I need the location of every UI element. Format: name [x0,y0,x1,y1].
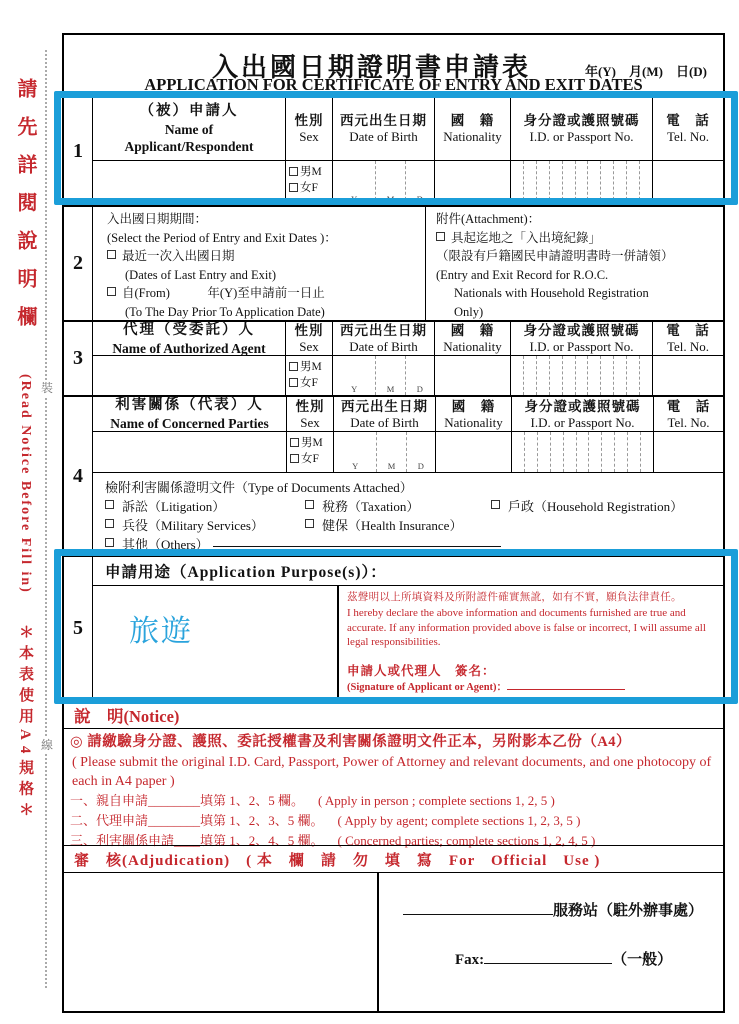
checkbox-health[interactable] [305,516,462,535]
dob-header-en: Date of Birth [349,129,418,144]
section-2-period [64,205,723,320]
id-digit-cell[interactable] [627,432,640,472]
declaration-en: I hereby declare the above information and documents furnished are true and accurate. If any information provided above is false or incorrect, I will assume all legal responsibilities. [347,607,706,648]
checkbox-last-entry-exit[interactable] [107,247,419,266]
checkbox-female-s4[interactable] [290,451,333,467]
id-digit-cell[interactable] [613,161,626,205]
binding-dotted-line [45,50,47,988]
tel-header-cn: 電 話 [666,398,711,414]
declaration-cn: 茲聲明以上所填資料及所附證件確實無訛，如有不實，願負法律責任。 [347,592,682,603]
tel-header-en: Tel. No. [666,129,710,144]
adjudication-header-label: 審 核(Adjudication) ( 本 欄 請 勿 填 寫 For Official Use ) [74,852,601,869]
tel-header-cn: 電 話 [666,113,710,128]
concerned-label-en: Name of Concerned Parties [110,416,269,431]
dob-month-field[interactable] [376,432,405,472]
nationality-field[interactable] [435,161,510,205]
female-label: 女F [300,182,318,194]
dob-header-cn: 西元出生日期 [340,113,427,128]
application-form [62,33,725,1013]
checkbox-litigation[interactable] [105,497,305,516]
id-digit-cell[interactable] [550,432,563,472]
checkbox-female-s3[interactable] [289,375,332,391]
notice-item-en: ( Apply by agent; complete sections 1, 2, 3, 5 ) [337,813,581,828]
section-2-number: 2 [73,252,83,274]
sex-header-cn: 性別 [295,398,325,414]
id-digit-cell[interactable] [549,356,562,395]
dob-year-field[interactable] [333,161,375,205]
checkbox-others[interactable] [105,535,209,554]
section-3-number: 3 [73,347,83,369]
id-digit-cell[interactable] [523,356,536,395]
documents-attached-area [93,473,723,555]
id-digit-cell[interactable] [587,356,600,395]
tel-header-en: Tel. No. [666,339,710,354]
margin-notice-en: (Read Notice Before Fill in) [18,374,33,594]
checkbox-entry-exit-record[interactable] [436,229,719,248]
id-digit-cell[interactable] [614,432,627,472]
doc-label-cn: 兵役 [122,518,149,533]
month-label: M [386,194,395,204]
id-digit-cell[interactable] [511,356,523,395]
id-digit-cell[interactable] [576,432,589,472]
checkbox-icon [289,167,298,176]
id-header-en: I.D. or Passport No. [529,339,634,354]
opt-from-en: (To The Day Prior To Application Date) [125,304,325,319]
doc-label-en: （Health Insurance） [348,518,463,533]
id-digit-cell[interactable] [588,432,601,472]
notice-item-1 [70,791,717,811]
signature-label-cn: 申請人或代理人 簽名： [347,664,496,678]
tel-header-en: Tel. No. [667,414,710,430]
dob-day-field[interactable] [405,356,434,395]
notice-item-cn: 三、利害關係申請____填第 1、2、4、5 欄。 [70,833,324,848]
id-digit-cell[interactable] [524,432,537,472]
nationality-header-cn: 國 籍 [451,398,496,414]
period-title-cn: 入出國日期期間： [107,212,208,226]
margin-notice-cn: 請先詳閱說明欄 [14,78,36,344]
binding-char-zhuang: 裝 [40,381,53,395]
id-digit-cell[interactable] [639,161,652,205]
id-passport-field[interactable] [511,161,652,205]
checkbox-male-s4[interactable] [290,435,333,451]
id-digit-cell[interactable] [600,161,613,205]
doc-label-en: （Taxation） [348,499,420,514]
official-use-left-cell [64,873,377,1011]
doc-label-cn: 健保 [322,518,349,533]
margin-notice-a4: ＊本表使用A4規格＊ [17,623,33,823]
form-header [64,35,723,95]
dob-header-cn: 西元出生日期 [341,398,428,414]
id-digit-cell[interactable] [601,432,614,472]
id-digit-cell[interactable] [536,161,549,205]
id-digit-cell[interactable] [600,356,613,395]
year-label: Y [351,194,358,204]
applicant-label-en2: Applicant/Respondent [124,139,254,154]
id-digit-cell[interactable] [575,356,588,395]
documents-title: 檢附利害關係證明文件（Type of Documents Attached） [105,480,413,495]
fax-blank-line[interactable] [484,950,612,964]
sex-header-cn: 性別 [294,323,324,338]
checkbox-icon [290,438,299,447]
id-header-cn: 身分證或護照號碼 [523,323,640,338]
doc-label-cn: 訴訟 [122,499,149,514]
female-label: 女F [300,377,318,389]
attach-en2: Nationals with Household Registration [454,286,649,300]
id-digit-cell[interactable] [639,356,652,395]
id-header-cn: 身分證或護照號碼 [523,113,640,128]
others-blank-line[interactable] [213,535,501,547]
sex-header-en: Sex [300,414,320,430]
notice-item-2 [70,811,717,831]
year-label: Y [351,384,358,394]
section-1-applicant [64,95,723,205]
margin-vertical-notice [6,78,44,978]
day-label: D [417,461,424,471]
male-label: 男M [301,437,323,449]
station-blank-line[interactable] [403,901,553,915]
attach-en3: Only) [454,304,484,319]
id-digit-cell[interactable] [626,356,639,395]
agent-name-field[interactable] [93,356,285,395]
purpose-value: 旅遊 [129,614,193,649]
applicant-name-field[interactable] [93,161,285,205]
month-label: M [386,384,395,394]
checkbox-icon [289,378,298,387]
signature-label-en: (Signature of Applicant or Agent)： [347,682,508,693]
agent-label-en: Name of Authorized Agent [112,340,266,356]
dob-year-field[interactable] [333,356,375,395]
id-header-en: I.D. or Passport No. [529,129,634,144]
id-header-cn: 身分證或護照號碼 [524,398,641,414]
male-label: 男M [300,166,322,178]
form-title-en: APPLICATION FOR CERTIFICATE OF ENTRY AND EXIT DATES [144,75,643,94]
section-4-concerned-parties [64,395,723,555]
notice-line2: ( Please submit the original I.D. Card, Passport, Power of Attorney and relevant documents, and one photocopy of each in A4 paper ) [72,755,712,789]
section-3-agent [64,320,723,395]
attach-cn: 具起迄地之「入出境紀錄」 [451,230,602,245]
id-digit-cell[interactable] [575,161,588,205]
notice-item-en: ( Apply in person ; complete sections 1, 2, 5 ) [318,793,555,808]
day-label: D [416,194,423,204]
checkbox-icon [436,232,445,241]
checkbox-icon [491,500,500,509]
checkbox-icon [289,362,298,371]
sex-header-en: Sex [299,129,319,144]
form-title-cn: 入出國日期證明書申請表 [212,53,532,82]
checkbox-from-year[interactable] [107,284,419,303]
checkbox-military[interactable] [105,516,305,535]
checkbox-icon [105,500,114,509]
dob-header-en: Date of Birth [349,339,418,354]
id-digit-cell[interactable] [512,432,524,472]
attachment-title: 附件(Attachment)： [436,212,541,226]
period-title-en: (Select the Period of Entry and Exit Dates )： [107,230,337,245]
section-1-number: 1 [73,139,83,162]
notice-item-en: ( Concerned parties; complete sections 1, 2, 4, 5 ) [337,833,596,848]
id-digit-cell[interactable] [587,161,600,205]
official-use-right-cell [377,873,723,1011]
dob-day-field[interactable] [406,432,435,472]
purpose-header: 申請用途（Application Purpose(s)）： [93,557,723,586]
tel-field[interactable] [654,432,723,472]
fax-suffix-label: （一般） [612,952,673,968]
checkbox-icon [105,519,114,528]
id-header-en: I.D. or Passport No. [530,414,635,430]
doc-label-cn: 稅務 [322,499,349,514]
id-digit-cell[interactable] [511,161,523,205]
purpose-field[interactable] [93,586,339,700]
date-ymd-label: 年(Y) 月(M) 日(D) [584,64,707,79]
doc-label-en: （Military Services） [148,518,264,533]
official-use-area [64,872,723,1011]
id-digit-cell[interactable] [563,432,576,472]
dob-header-en: Date of Birth [350,414,419,430]
id-digit-cell[interactable] [549,161,562,205]
signature-blank-line[interactable] [507,680,625,690]
male-label: 男M [300,361,322,373]
notice-header-label: 說 明(Notice) [74,707,180,726]
checkbox-icon [105,538,114,547]
checkbox-icon [305,500,314,509]
notice-item-cn: 二、代理申請________填第 1、2、3、5 欄。 [70,813,324,828]
applicant-label-en1: Name of [164,122,214,137]
attach-en1: (Entry and Exit Record for R.O.C. [436,267,609,282]
checkbox-icon [107,287,116,296]
notice-line1: ◎ 請繳驗身分證、護照、委託授權書及利害關係證明文件正本，另附影本乙份（A4） [70,734,631,750]
tel-field[interactable] [653,356,723,395]
dob-month-field[interactable] [375,356,404,395]
female-label: 女F [301,453,319,465]
section-4-number: 4 [73,464,83,487]
notice-header [64,700,723,728]
notice-body [64,728,723,848]
id-digit-cell[interactable] [640,432,653,472]
applicant-label-cn: （被）申請人 [139,103,239,119]
nationality-field[interactable] [436,432,511,472]
doc-label-en: （Household Registration） [534,499,684,514]
attach-note: （限設有戶籍國民申請證明書時一併請領） [436,249,674,263]
concerned-name-field[interactable] [93,432,286,472]
section-5-number: 5 [73,617,83,639]
declaration-area [339,586,723,700]
checkbox-icon [107,250,116,259]
notice-item-cn: 一、親自申請________填第 1、2、5 欄。 [70,793,305,808]
id-digit-cell[interactable] [562,161,575,205]
opt-last-cn: 最近一次入出國日期 [122,249,235,263]
checkbox-male-s3[interactable] [289,359,332,375]
nationality-field[interactable] [435,356,510,395]
id-passport-field[interactable] [512,432,653,472]
checkbox-icon [305,519,314,528]
station-label: 服務站（駐外辦事處） [552,903,703,919]
tel-field[interactable] [653,161,723,205]
doc-label-cn: 其他 [122,537,149,552]
checkbox-icon [290,454,299,463]
checkbox-icon [289,183,298,192]
nationality-header-en: Nationality [444,414,503,430]
nationality-header-cn: 國 籍 [450,113,495,128]
dob-year-field[interactable] [334,432,376,472]
id-digit-cell[interactable] [536,356,549,395]
nationality-header-en: Nationality [443,339,502,354]
doc-label-en: （Litigation） [148,499,226,514]
id-passport-field[interactable] [511,356,652,395]
nationality-header-en: Nationality [443,129,502,144]
adjudication-header [64,845,723,872]
id-digit-cell[interactable] [613,356,626,395]
id-digit-cell[interactable] [523,161,536,205]
doc-label-cn: 戶政 [508,499,535,514]
concerned-label-cn: 利害關係（代表）人 [115,397,264,413]
year-label: Y [352,461,359,471]
binding-char-xian: 線 [40,738,53,752]
dob-header-cn: 西元出生日期 [340,323,427,338]
checkbox-male-s1[interactable] [289,164,332,180]
opt-from-cn: 自(From) 年(Y)至申請前一日止 [122,286,325,300]
section-5-purpose [64,555,723,700]
id-digit-cell[interactable] [537,432,550,472]
dob-month-field[interactable] [375,161,404,205]
dob-day-field[interactable] [405,161,434,205]
nationality-header-cn: 國 籍 [450,323,495,338]
day-label: D [416,384,423,394]
month-label: M [387,461,396,471]
checkbox-household[interactable] [491,497,683,516]
sex-header-en: Sex [299,339,319,354]
agent-label-cn: 代理（受委託）人 [123,321,255,338]
opt-last-en: (Dates of Last Entry and Exit) [125,267,276,282]
id-digit-cell[interactable] [626,161,639,205]
checkbox-taxation[interactable] [305,497,491,516]
doc-label-en: （Others） [148,537,209,552]
sex-header-cn: 性別 [294,113,324,128]
id-digit-cell[interactable] [562,356,575,395]
tel-header-cn: 電 話 [666,323,710,338]
checkbox-female-s1[interactable] [289,180,332,196]
fax-label: Fax: [455,952,485,968]
